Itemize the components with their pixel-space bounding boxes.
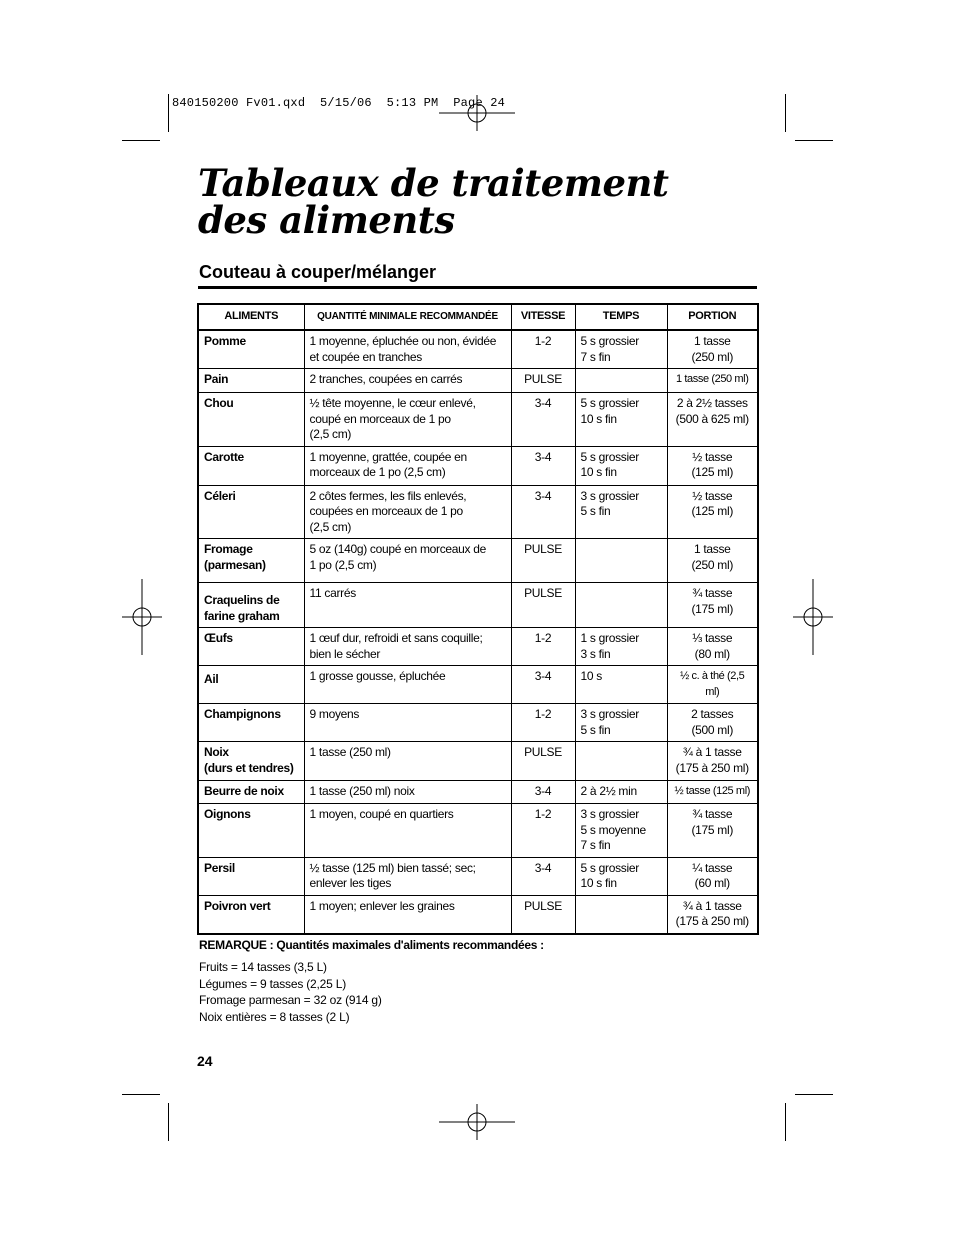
cell-food <box>198 857 304 895</box>
table-row <box>198 666 758 704</box>
note-line: Fruits = 14 tasses (3,5 L) <box>199 960 327 974</box>
cell-quantity-line: coupées en morceaux de 1 po <box>309 504 463 518</box>
cell-portion-line: ¼ tasse <box>692 860 733 875</box>
cell-food-line: Oignons <box>204 807 251 821</box>
crop-mark <box>785 94 786 132</box>
cell-time <box>575 583 667 628</box>
cell-food <box>198 804 304 858</box>
cell-quantity <box>304 804 511 858</box>
crop-mark <box>795 140 833 141</box>
header-speed: VITESSE <box>511 304 575 330</box>
cell-portion-line: (250 ml) <box>691 349 734 364</box>
cell-food-line: Persil <box>204 860 235 875</box>
table-row <box>198 485 758 539</box>
crop-mark <box>168 1103 169 1141</box>
cell-time-line: 10 s fin <box>580 876 617 890</box>
table-row <box>198 742 758 781</box>
cell-portion-line: ¾ à 1 tasse <box>682 898 742 913</box>
cell-time <box>575 742 667 781</box>
cell-portion-line: (175 à 250 ml) <box>675 760 749 775</box>
cell-quantity-line: coupé en morceaux de 1 po <box>309 411 451 426</box>
cell-speed: 3-4 <box>511 446 575 485</box>
cell-quantity-line: 1 moyen, coupé en quartiers <box>309 807 454 821</box>
cell-time <box>575 446 667 485</box>
cell-time <box>575 857 667 895</box>
cell-speed: 1-2 <box>511 704 575 742</box>
cell-quantity <box>304 857 511 895</box>
crop-mark <box>795 1094 833 1095</box>
cell-food <box>198 781 304 804</box>
section-title: Couteau à couper/mélanger <box>199 262 437 282</box>
cell-time <box>575 485 667 539</box>
cell-quantity-line: 1 moyenne, épluchée ou non, évidée <box>309 334 497 348</box>
cell-food-line: Beurre de noix <box>204 784 284 798</box>
cell-portion <box>667 330 758 369</box>
cell-food-line: Ail <box>204 672 219 686</box>
cell-portion-line: (175 ml) <box>691 822 734 837</box>
note-title: REMARQUE : Quantités maximales d'aliments recommandées : <box>199 938 544 952</box>
cell-food <box>198 742 304 781</box>
cell-speed: PULSE <box>511 895 575 934</box>
cell-food-line: Pain <box>204 372 229 386</box>
cell-food <box>198 369 304 393</box>
cell-quantity <box>304 628 511 666</box>
cell-time-line: 3 s grossier <box>580 707 639 721</box>
table-row <box>198 804 758 858</box>
cell-time-line: 7 s fin <box>580 838 611 852</box>
table-row <box>198 539 758 583</box>
cell-food-line: Noix <box>204 745 229 759</box>
cell-portion <box>667 895 758 934</box>
cell-quantity-line: 2 tranches, coupées en carrés <box>309 372 463 386</box>
cell-portion-line: 2 à 2½ tasses <box>676 396 748 410</box>
cell-time-line: 7 s fin <box>580 349 611 364</box>
crop-mark <box>122 1094 160 1095</box>
table-row <box>198 446 758 485</box>
cell-time <box>575 666 667 704</box>
cell-food-line: Fromage <box>204 542 253 556</box>
cell-portion <box>667 539 758 583</box>
cell-speed: PULSE <box>511 742 575 781</box>
cell-portion <box>667 628 758 666</box>
cell-time-line: 5 s grossier <box>580 396 639 410</box>
page-number: 24 <box>197 1053 213 1069</box>
print-slug: 840150200 Fv01.qxd 5/15/06 5:13 PM Page 24 <box>172 96 506 110</box>
cell-quantity-line: 9 moyens <box>309 707 360 721</box>
cell-time-line: 5 s grossier <box>580 860 639 875</box>
cell-time <box>575 704 667 742</box>
cell-time-line: 5 s fin <box>580 722 611 737</box>
cell-portion-line: ¾ tasse <box>692 586 733 600</box>
header-time: TEMPS <box>575 304 667 330</box>
cell-portion-line: (60 ml) <box>694 876 730 890</box>
cell-time-line: 5 s fin <box>580 504 611 518</box>
cell-portion <box>667 666 758 704</box>
cell-portion-line: ½ tasse <box>692 449 733 464</box>
cell-quantity <box>304 393 511 447</box>
cell-portion-line: 2 tasses <box>691 707 734 721</box>
cell-time <box>575 393 667 447</box>
cell-food <box>198 539 304 583</box>
cell-time <box>575 330 667 369</box>
crop-mark <box>785 1103 786 1141</box>
table-row <box>198 369 758 393</box>
table-row <box>198 330 758 369</box>
cell-quantity-line: 1 tasse (250 ml) noix <box>309 784 415 798</box>
cell-portion-line: (250 ml) <box>691 557 734 572</box>
cell-portion-line: (175 ml) <box>691 601 734 616</box>
cell-food-line: Carotte <box>204 449 244 464</box>
cell-quantity <box>304 781 511 804</box>
cell-quantity <box>304 583 511 628</box>
cell-quantity-line: 1 moyenne, grattée, coupée en <box>309 449 467 464</box>
cell-food <box>198 446 304 485</box>
cell-portion <box>667 485 758 539</box>
cell-speed: PULSE <box>511 539 575 583</box>
cell-time-line: 3 s grossier <box>580 488 639 503</box>
cell-food <box>198 393 304 447</box>
registration-mark-icon <box>439 1084 515 1160</box>
cell-speed: 3-4 <box>511 485 575 539</box>
cell-time <box>575 539 667 583</box>
section-rule <box>198 286 757 289</box>
cell-speed: PULSE <box>511 369 575 393</box>
cell-time-line: 10 s <box>580 669 602 683</box>
page-title-line-2: des aliments <box>198 198 455 242</box>
cell-speed: 3-4 <box>511 781 575 804</box>
cell-time <box>575 628 667 666</box>
cell-food <box>198 704 304 742</box>
cell-food-line: (durs et tendres) <box>204 760 294 775</box>
cell-portion-line: ½ c. à thé (2,5 ml) <box>680 670 745 698</box>
cell-food <box>198 666 304 704</box>
header-quantity: QUANTITÉ MINIMALE RECOMMANDÉE <box>304 304 511 330</box>
cell-portion-line: (125 ml) <box>691 465 734 479</box>
page-title <box>198 161 669 242</box>
cell-quantity-line: ½ tasse (125 ml) bien tassé; sec; <box>309 860 476 875</box>
cell-food-line: Chou <box>204 396 234 410</box>
processing-table <box>197 303 759 935</box>
cell-time-line: 3 s fin <box>580 646 611 661</box>
cell-time <box>575 781 667 804</box>
table-header-row <box>198 304 758 330</box>
cell-time-line: 10 s fin <box>580 411 617 426</box>
cell-portion-line: ¾ tasse <box>692 807 733 821</box>
cell-quantity <box>304 666 511 704</box>
header-portion: PORTION <box>667 304 758 330</box>
cell-quantity-line: ½ tête moyenne, le cœur enlevé, <box>309 396 476 410</box>
cell-food <box>198 895 304 934</box>
cell-food <box>198 628 304 666</box>
table-row <box>198 393 758 447</box>
cell-portion-line: ½ tasse <box>692 488 733 503</box>
cell-portion-line: (125 ml) <box>691 504 734 518</box>
cell-quantity-line: 1 grosse gousse, épluchée <box>309 669 446 683</box>
cell-speed: 1-2 <box>511 330 575 369</box>
table-row <box>198 781 758 804</box>
cell-portion <box>667 781 758 804</box>
cell-food-line: Céleri <box>204 488 236 503</box>
cell-food-line: Craquelins de <box>204 593 280 607</box>
cell-food-line: Œufs <box>204 631 233 645</box>
cell-time <box>575 804 667 858</box>
cell-food <box>198 583 304 628</box>
cell-portion <box>667 857 758 895</box>
cell-time <box>575 369 667 393</box>
cell-quantity-line: 1 po (2,5 cm) <box>309 557 377 572</box>
crop-mark <box>168 94 169 132</box>
cell-time-line: 10 s fin <box>580 465 617 479</box>
cell-quantity <box>304 485 511 539</box>
cell-quantity-line: 2 côtes fermes, les fils enlevés, <box>309 488 467 503</box>
cell-food-line: (parmesan) <box>204 557 266 572</box>
table-row <box>198 583 758 628</box>
cell-time-line: 3 s grossier <box>580 807 639 821</box>
cell-speed: 3-4 <box>511 666 575 704</box>
registration-mark-icon <box>104 579 180 655</box>
cell-quantity-line: enlever les tiges <box>309 876 392 890</box>
cell-quantity-line: bien le sécher <box>309 646 381 661</box>
cell-portion-line: (500 à 625 ml) <box>675 411 749 426</box>
cell-quantity <box>304 742 511 781</box>
note-line: Légumes = 9 tasses (2,25 L) <box>199 976 347 991</box>
table-row <box>198 895 758 934</box>
cell-food-line: farine graham <box>204 608 280 623</box>
cell-quantity <box>304 704 511 742</box>
cell-quantity-line: 1 tasse (250 ml) <box>309 745 391 759</box>
table-row <box>198 704 758 742</box>
cell-quantity-line: 11 carrés <box>309 586 356 600</box>
cell-portion-line: 1 tasse <box>693 542 731 556</box>
cell-time-line: 5 s moyenne <box>580 822 646 837</box>
cell-portion-line: ½ tasse (125 ml) <box>674 785 751 797</box>
cell-portion-line: ¾ à 1 tasse <box>682 745 742 759</box>
cell-quantity-line: 1 œuf dur, refroidi et sans coquille; <box>309 631 483 645</box>
cell-time <box>575 895 667 934</box>
cell-quantity <box>304 446 511 485</box>
cell-time-line: 1 s grossier <box>580 631 639 645</box>
cell-portion <box>667 583 758 628</box>
cell-portion-line: ⅓ tasse <box>692 631 733 645</box>
cell-food-line: Pomme <box>204 334 246 348</box>
table-row <box>198 628 758 666</box>
cell-portion-line: (500 ml) <box>691 722 734 737</box>
cell-quantity-line: morceaux de 1 po (2,5 cm) <box>309 465 446 479</box>
cell-portion <box>667 704 758 742</box>
cell-speed: PULSE <box>511 583 575 628</box>
registration-mark-icon <box>775 579 851 655</box>
registration-mark-icon <box>439 75 515 151</box>
table-row <box>198 857 758 895</box>
cell-speed: 3-4 <box>511 393 575 447</box>
cell-quantity-line: et coupée en tranches <box>309 349 422 364</box>
cell-portion-line: 1 tasse (250 ml) <box>676 373 749 385</box>
cell-portion-line: (80 ml) <box>694 646 730 661</box>
cell-time-line: 5 s grossier <box>580 334 639 348</box>
page-title-line-1: Tableaux de traitement <box>198 161 669 205</box>
cell-quantity-line: (2,5 cm) <box>309 427 352 441</box>
cell-time-line: 5 s grossier <box>580 449 639 464</box>
cell-speed: 3-4 <box>511 857 575 895</box>
cell-speed: 1-2 <box>511 804 575 858</box>
cell-food <box>198 330 304 369</box>
cell-speed: 1-2 <box>511 628 575 666</box>
crop-mark <box>122 140 160 141</box>
cell-food-line: Champignons <box>204 707 281 721</box>
header-food: ALIMENTS <box>198 304 304 330</box>
cell-portion <box>667 742 758 781</box>
cell-food-line: Poivron vert <box>204 898 271 913</box>
cell-portion-line: (175 à 250 ml) <box>675 914 749 928</box>
cell-time-line: 2 à 2½ min <box>580 784 637 798</box>
note-line: Noix entières = 8 tasses (2 L) <box>199 1010 350 1025</box>
cell-portion-line: 1 tasse <box>693 334 731 348</box>
cell-portion <box>667 446 758 485</box>
cell-quantity <box>304 895 511 934</box>
cell-quantity-line: 5 oz (140g) coupé en morceaux de <box>309 542 487 556</box>
cell-portion <box>667 393 758 447</box>
table-body <box>198 330 758 934</box>
cell-quantity <box>304 369 511 393</box>
note-list <box>199 959 382 1026</box>
note-line: Fromage parmesan = 32 oz (914 g) <box>199 993 382 1008</box>
cell-quantity <box>304 330 511 369</box>
cell-quantity-line: (2,5 cm) <box>309 519 352 534</box>
cell-portion <box>667 804 758 858</box>
cell-quantity <box>304 539 511 583</box>
cell-quantity-line: 1 moyen; enlever les graines <box>309 898 455 913</box>
cell-portion <box>667 369 758 393</box>
cell-food <box>198 485 304 539</box>
